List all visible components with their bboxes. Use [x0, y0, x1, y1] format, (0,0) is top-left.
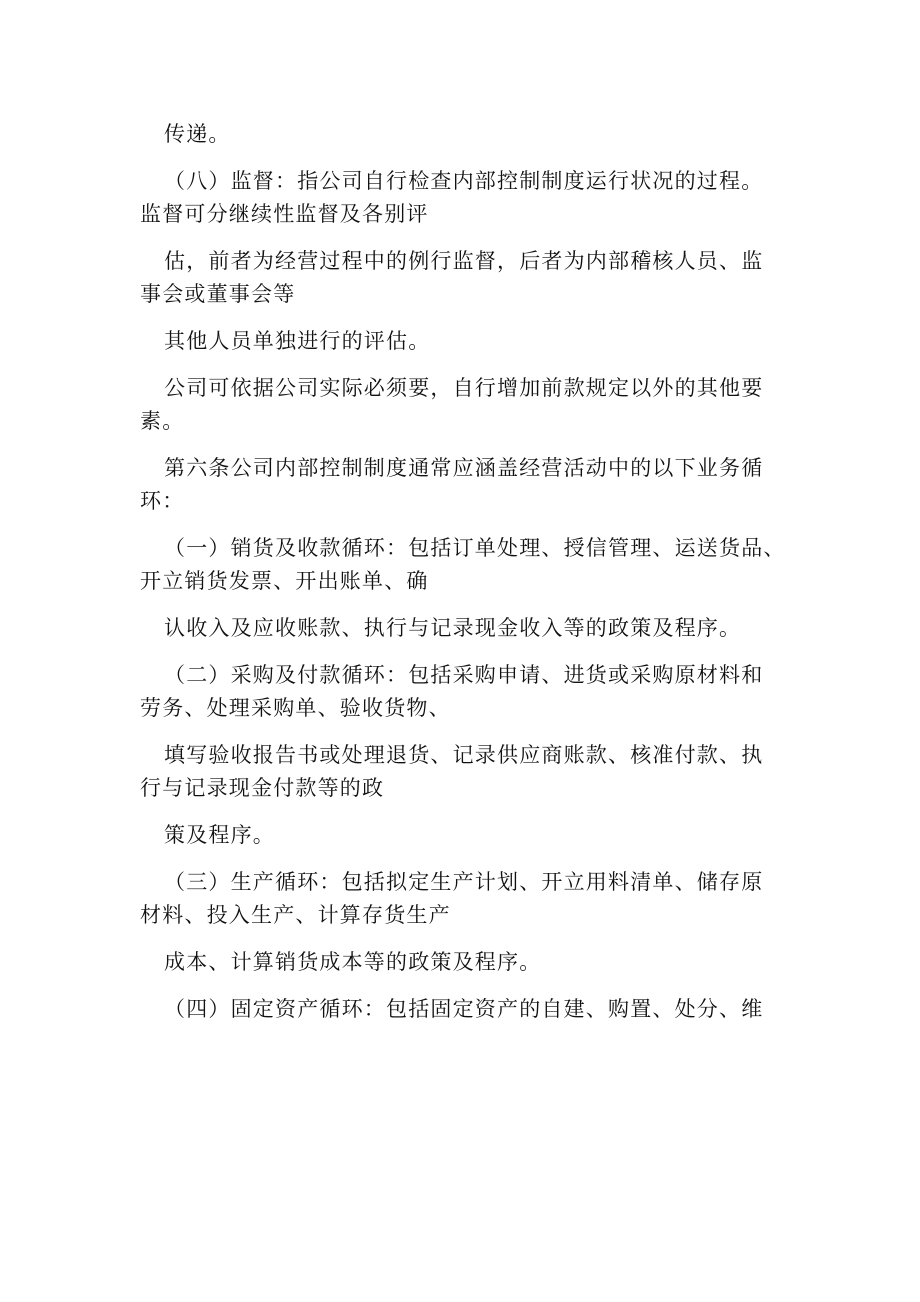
paragraph — [140, 325, 795, 358]
paragraph — [140, 739, 795, 805]
paragraph-line: 其他人员单独进行的评估。 — [164, 329, 431, 353]
paragraph-line: 环： — [140, 489, 185, 513]
paragraph — [140, 452, 795, 518]
paragraph — [140, 612, 795, 645]
paragraph — [140, 819, 795, 852]
paragraph — [140, 372, 795, 438]
paragraph-line: 公司可依据公司实际必须要，自行增加前款规定以外的其他要 — [164, 376, 764, 400]
paragraph-line: 劳务、处理采购单、验收货物、 — [140, 696, 451, 720]
paragraph-line: （二）采购及付款循环：包括采购申请、进货或采购原材料和 — [164, 663, 764, 687]
paragraph-line: 估，前者为经营过程中的例行监督，后者为内部稽核人员、监 — [164, 249, 764, 273]
paragraph-line: 传递。 — [164, 122, 231, 146]
paragraph-line: 监督可分继续性监督及各别评 — [140, 202, 429, 226]
paragraph-line: 成本、计算销货成本等的政策及程序。 — [164, 950, 542, 974]
paragraph-line: （一）销货及收款循环：包括订单处理、授信管理、运送货品、 — [164, 536, 786, 560]
paragraph-line: 素。 — [140, 409, 185, 433]
paragraph-line: 材料、投入生产、计算存货生产 — [140, 903, 451, 927]
paragraph-line: 填写验收报告书或处理退货、记录供应商账款、核准付款、执 — [164, 743, 764, 767]
paragraph-line: 开立销货发票、开出账单、确 — [140, 569, 429, 593]
paragraph — [140, 118, 795, 151]
paragraph — [140, 532, 795, 598]
paragraph-line: （四）固定资产循环：包括固定资产的自建、购置、处分、维 — [164, 997, 764, 1021]
paragraph — [140, 993, 795, 1026]
paragraph-line: （八）监督：指公司自行检查内部控制制度运行状况的过程。 — [164, 169, 764, 193]
document-body — [140, 118, 795, 1040]
paragraph-line: 行与记录现金付款等的政 — [140, 776, 385, 800]
paragraph — [140, 866, 795, 932]
paragraph-line: 认收入及应收账款、执行与记录现金收入等的政策及程序。 — [164, 616, 742, 640]
paragraph — [140, 946, 795, 979]
paragraph-line: （三）生产循环：包括拟定生产计划、开立用料清单、储存原 — [164, 870, 764, 894]
paragraph — [140, 245, 795, 311]
paragraph-line: 策及程序。 — [164, 823, 275, 847]
paragraph — [140, 165, 795, 231]
paragraph — [140, 659, 795, 725]
paragraph-line: 第六条公司内部控制制度通常应涵盖经营活动中的以下业务循 — [164, 456, 764, 480]
paragraph-line: 事会或董事会等 — [140, 282, 296, 306]
